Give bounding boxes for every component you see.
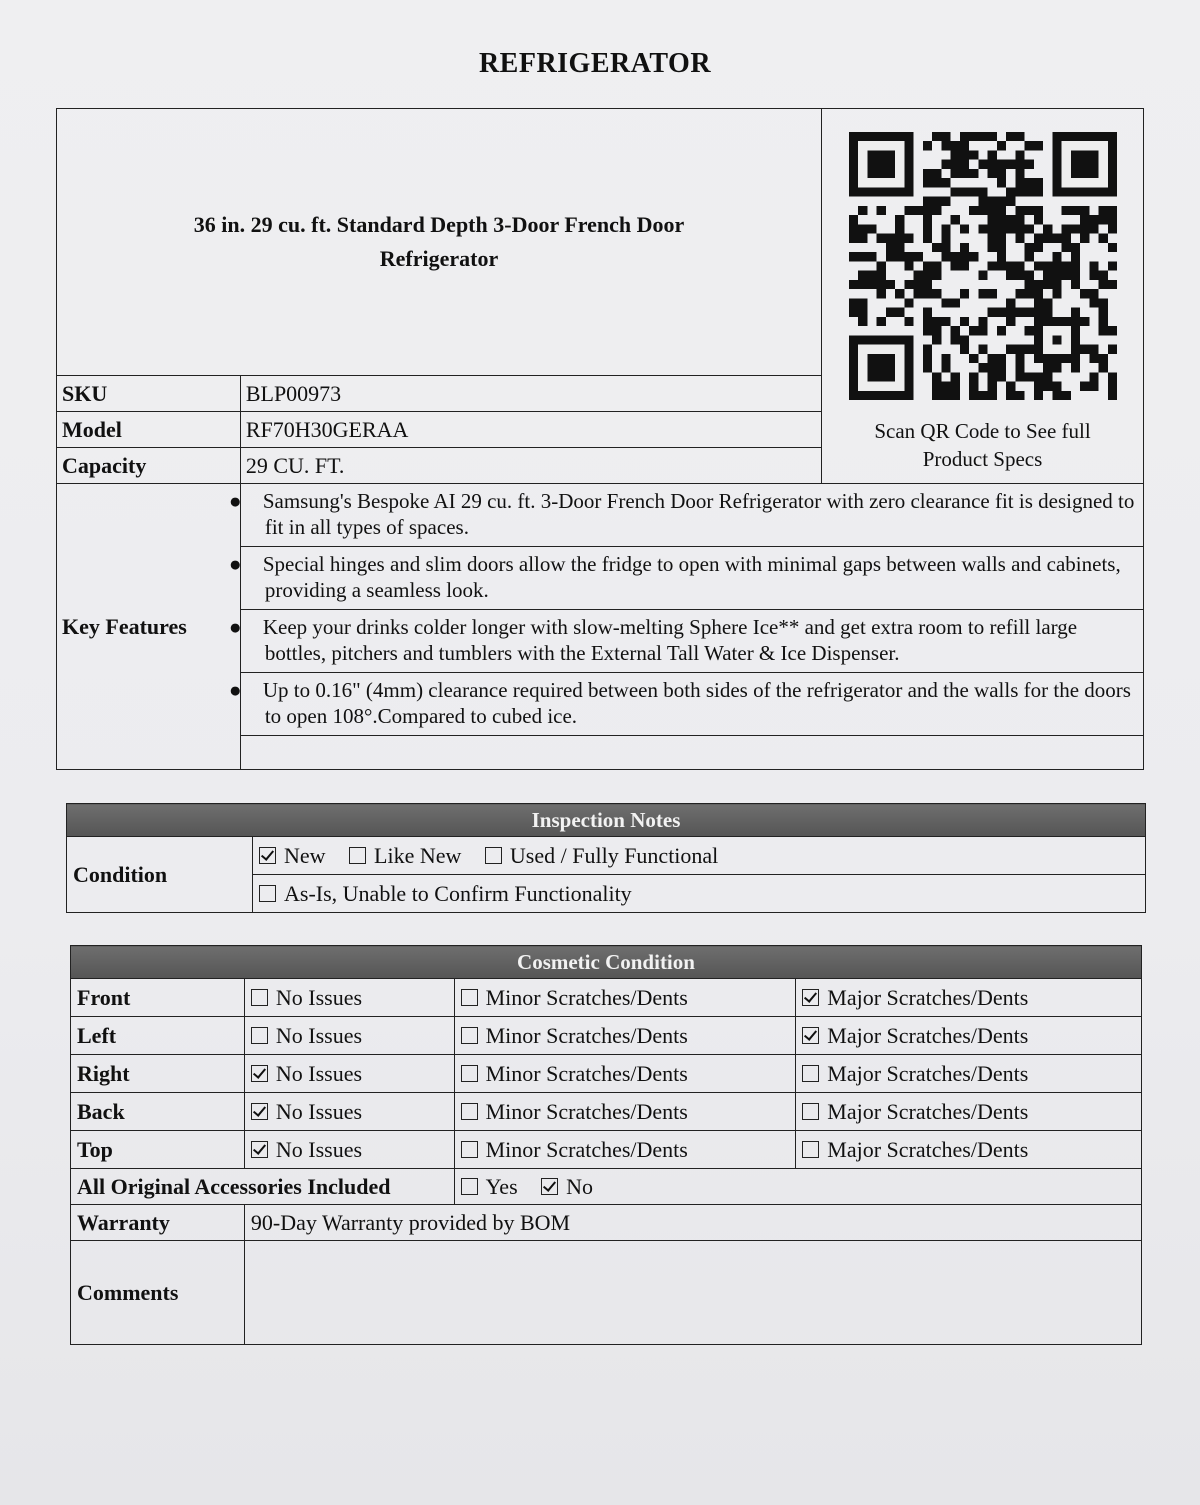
checkbox-icon[interactable] <box>251 1027 268 1044</box>
option-label: Major Scratches/Dents <box>827 1022 1029 1048</box>
cosmetic-option-cell <box>454 1017 796 1055</box>
checkbox-icon[interactable] <box>802 1141 819 1158</box>
option-label: No Issues <box>275 1136 363 1162</box>
bullet-icon: ● <box>228 552 242 576</box>
bullet-icon: ● <box>228 489 242 513</box>
cosmetic-option[interactable] <box>802 985 1028 1010</box>
model-label: Model <box>57 412 241 448</box>
cosmetic-option-cell <box>454 1093 796 1131</box>
cosmetic-option[interactable] <box>461 1137 688 1162</box>
accessories-label: All Original Accessories Included <box>71 1169 455 1205</box>
key-features-label: Key Features <box>57 484 241 770</box>
checkbox-icon[interactable] <box>802 1065 819 1082</box>
cosmetic-option-cell <box>244 1055 454 1093</box>
checkbox-icon[interactable] <box>251 1103 268 1120</box>
option-label: Minor Scratches/Dents <box>485 1136 688 1162</box>
option-label: Major Scratches/Dents <box>827 984 1029 1010</box>
checkbox-icon[interactable] <box>251 1141 268 1158</box>
option-label: Minor Scratches/Dents <box>485 1060 688 1086</box>
cosmetic-condition-header: Cosmetic Condition <box>71 946 1142 979</box>
checkbox-icon[interactable] <box>802 1103 819 1120</box>
model-value: RF70H30GERAA <box>240 412 821 448</box>
checkbox-icon[interactable] <box>259 847 276 864</box>
cosmetic-option[interactable] <box>461 1099 688 1124</box>
accessories-no-option[interactable] <box>541 1174 593 1199</box>
cosmetic-option[interactable] <box>461 985 688 1010</box>
checkbox-icon[interactable] <box>461 1103 478 1120</box>
option-label: Minor Scratches/Dents <box>485 1022 688 1048</box>
feature-empty-row <box>240 736 1143 770</box>
condition-label: Condition <box>67 837 253 913</box>
cosmetic-option-cell <box>796 1131 1142 1169</box>
cosmetic-row <box>71 1093 1142 1131</box>
cosmetic-condition-table <box>70 945 1142 1345</box>
cosmetic-option-cell <box>796 979 1142 1017</box>
inspection-notes-table <box>66 803 1146 913</box>
option-label: Major Scratches/Dents <box>827 1098 1029 1124</box>
qr-code-icon[interactable] <box>849 129 1117 403</box>
qr-caption-line1: Scan QR Code to See full <box>874 419 1091 443</box>
capacity-value: 29 CU. FT. <box>240 448 821 484</box>
option-label: No Issues <box>275 1060 363 1086</box>
accessories-options <box>454 1169 1141 1205</box>
option-label: Used / Fully Functional <box>509 842 719 868</box>
warranty-value: 90-Day Warranty provided by BOM <box>244 1205 1141 1241</box>
cosmetic-option[interactable] <box>802 1061 1028 1086</box>
checkbox-icon[interactable] <box>461 1141 478 1158</box>
option-label: As-Is, Unable to Confirm Functionality <box>284 880 632 906</box>
condition-option-new[interactable] <box>259 843 326 868</box>
checkbox-icon[interactable] <box>251 1065 268 1082</box>
cosmetic-option-cell <box>244 1017 454 1055</box>
cosmetic-option[interactable] <box>251 1137 362 1162</box>
checkbox-icon[interactable] <box>541 1178 558 1195</box>
option-label: Like New <box>374 842 462 868</box>
checkbox-icon[interactable] <box>251 989 268 1006</box>
qr-caption-line2: Product Specs <box>922 447 1043 471</box>
feature-item <box>228 610 1143 673</box>
accessories-yes-option[interactable] <box>461 1174 518 1199</box>
inspection-notes-header: Inspection Notes <box>67 804 1146 837</box>
cosmetic-side-label: Right <box>71 1055 245 1093</box>
feature-text: Up to 0.16" (4mm) clearance required between both sides of the refrigerator and the walls for the doors to open 108°.Compared to cubed ice. <box>262 678 1131 728</box>
cosmetic-side-label: Left <box>71 1017 245 1055</box>
cosmetic-row <box>71 1017 1142 1055</box>
product-title-line2: Refrigerator <box>379 246 499 271</box>
feature-item <box>228 673 1143 736</box>
cosmetic-row <box>71 1131 1142 1169</box>
capacity-label: Capacity <box>57 448 241 484</box>
checkbox-icon[interactable] <box>485 847 502 864</box>
warranty-label: Warranty <box>71 1205 245 1241</box>
product-title <box>57 109 822 376</box>
condition-option-as-is-row <box>253 875 1146 913</box>
cosmetic-option[interactable] <box>461 1061 688 1086</box>
condition-option-as-is[interactable] <box>259 881 632 906</box>
cosmetic-side-label: Back <box>71 1093 245 1131</box>
bullet-icon: ● <box>228 678 242 702</box>
comments-field[interactable] <box>244 1241 1141 1345</box>
cosmetic-row <box>71 979 1142 1017</box>
cosmetic-option[interactable] <box>461 1023 688 1048</box>
feature-text: Special hinges and slim doors allow the fridge to open with minimal gaps between walls and cabinets, providing a seamless look. <box>262 552 1121 602</box>
option-label: Yes <box>485 1173 518 1199</box>
checkbox-icon[interactable] <box>802 1027 819 1044</box>
qr-caption <box>828 417 1137 473</box>
checkbox-icon[interactable] <box>461 1178 478 1195</box>
condition-option-used[interactable] <box>485 843 718 868</box>
cosmetic-option-cell <box>244 1093 454 1131</box>
document-title: REFRIGERATOR <box>478 48 712 79</box>
feature-item <box>228 484 1143 547</box>
qr-cell <box>822 109 1144 484</box>
cosmetic-row <box>71 1055 1142 1093</box>
sku-value: BLP00973 <box>240 376 821 412</box>
cosmetic-option-cell <box>796 1055 1142 1093</box>
checkbox-icon[interactable] <box>349 847 366 864</box>
cosmetic-option[interactable] <box>251 1023 362 1048</box>
option-label: No <box>566 1173 594 1199</box>
cosmetic-option-cell <box>454 979 796 1017</box>
cosmetic-side-label: Front <box>71 979 245 1017</box>
option-label: No Issues <box>275 984 363 1010</box>
cosmetic-option-cell <box>796 1017 1142 1055</box>
feature-item <box>228 547 1143 610</box>
cosmetic-option-cell <box>244 979 454 1017</box>
checkbox-icon[interactable] <box>461 1065 478 1082</box>
cosmetic-option-cell <box>244 1131 454 1169</box>
cosmetic-option-cell <box>796 1093 1142 1131</box>
option-label: Major Scratches/Dents <box>827 1060 1029 1086</box>
cosmetic-option[interactable] <box>802 1099 1028 1124</box>
cosmetic-side-label: Top <box>71 1131 245 1169</box>
cosmetic-option-cell <box>454 1055 796 1093</box>
cosmetic-option[interactable] <box>802 1023 1028 1048</box>
option-label: No Issues <box>275 1022 363 1048</box>
checkbox-icon[interactable] <box>259 885 276 902</box>
feature-text: Samsung's Bespoke AI 29 cu. ft. 3-Door French Door Refrigerator with zero clearance fit is designed to fit in all types of spaces. <box>262 489 1135 539</box>
feature-text: Keep your drinks colder longer with slow-melting Sphere Ice** and get extra room to refill large bottles, pitchers and tumblers with the External Tall Water & Ice Dispenser. <box>262 615 1078 665</box>
option-label: Minor Scratches/Dents <box>485 1098 688 1124</box>
comments-label: Comments <box>71 1241 245 1345</box>
condition-options-row <box>253 837 1146 875</box>
checkbox-icon[interactable] <box>461 1027 478 1044</box>
option-label: Minor Scratches/Dents <box>485 984 688 1010</box>
sku-label: SKU <box>57 376 241 412</box>
condition-option-like-new[interactable] <box>349 843 461 868</box>
option-label: New <box>284 842 326 868</box>
checkbox-icon[interactable] <box>802 989 819 1006</box>
cosmetic-option-cell <box>454 1131 796 1169</box>
cosmetic-option[interactable] <box>251 1061 362 1086</box>
cosmetic-option[interactable] <box>802 1137 1028 1162</box>
checkbox-icon[interactable] <box>461 989 478 1006</box>
option-label: No Issues <box>275 1098 363 1124</box>
option-label: Major Scratches/Dents <box>827 1136 1029 1162</box>
bullet-icon: ● <box>228 615 242 639</box>
product-info-table <box>56 108 1144 770</box>
product-title-line1: 36 in. 29 cu. ft. Standard Depth 3-Door French Door <box>193 212 685 237</box>
cosmetic-option[interactable] <box>251 1099 362 1124</box>
cosmetic-option[interactable] <box>251 985 362 1010</box>
